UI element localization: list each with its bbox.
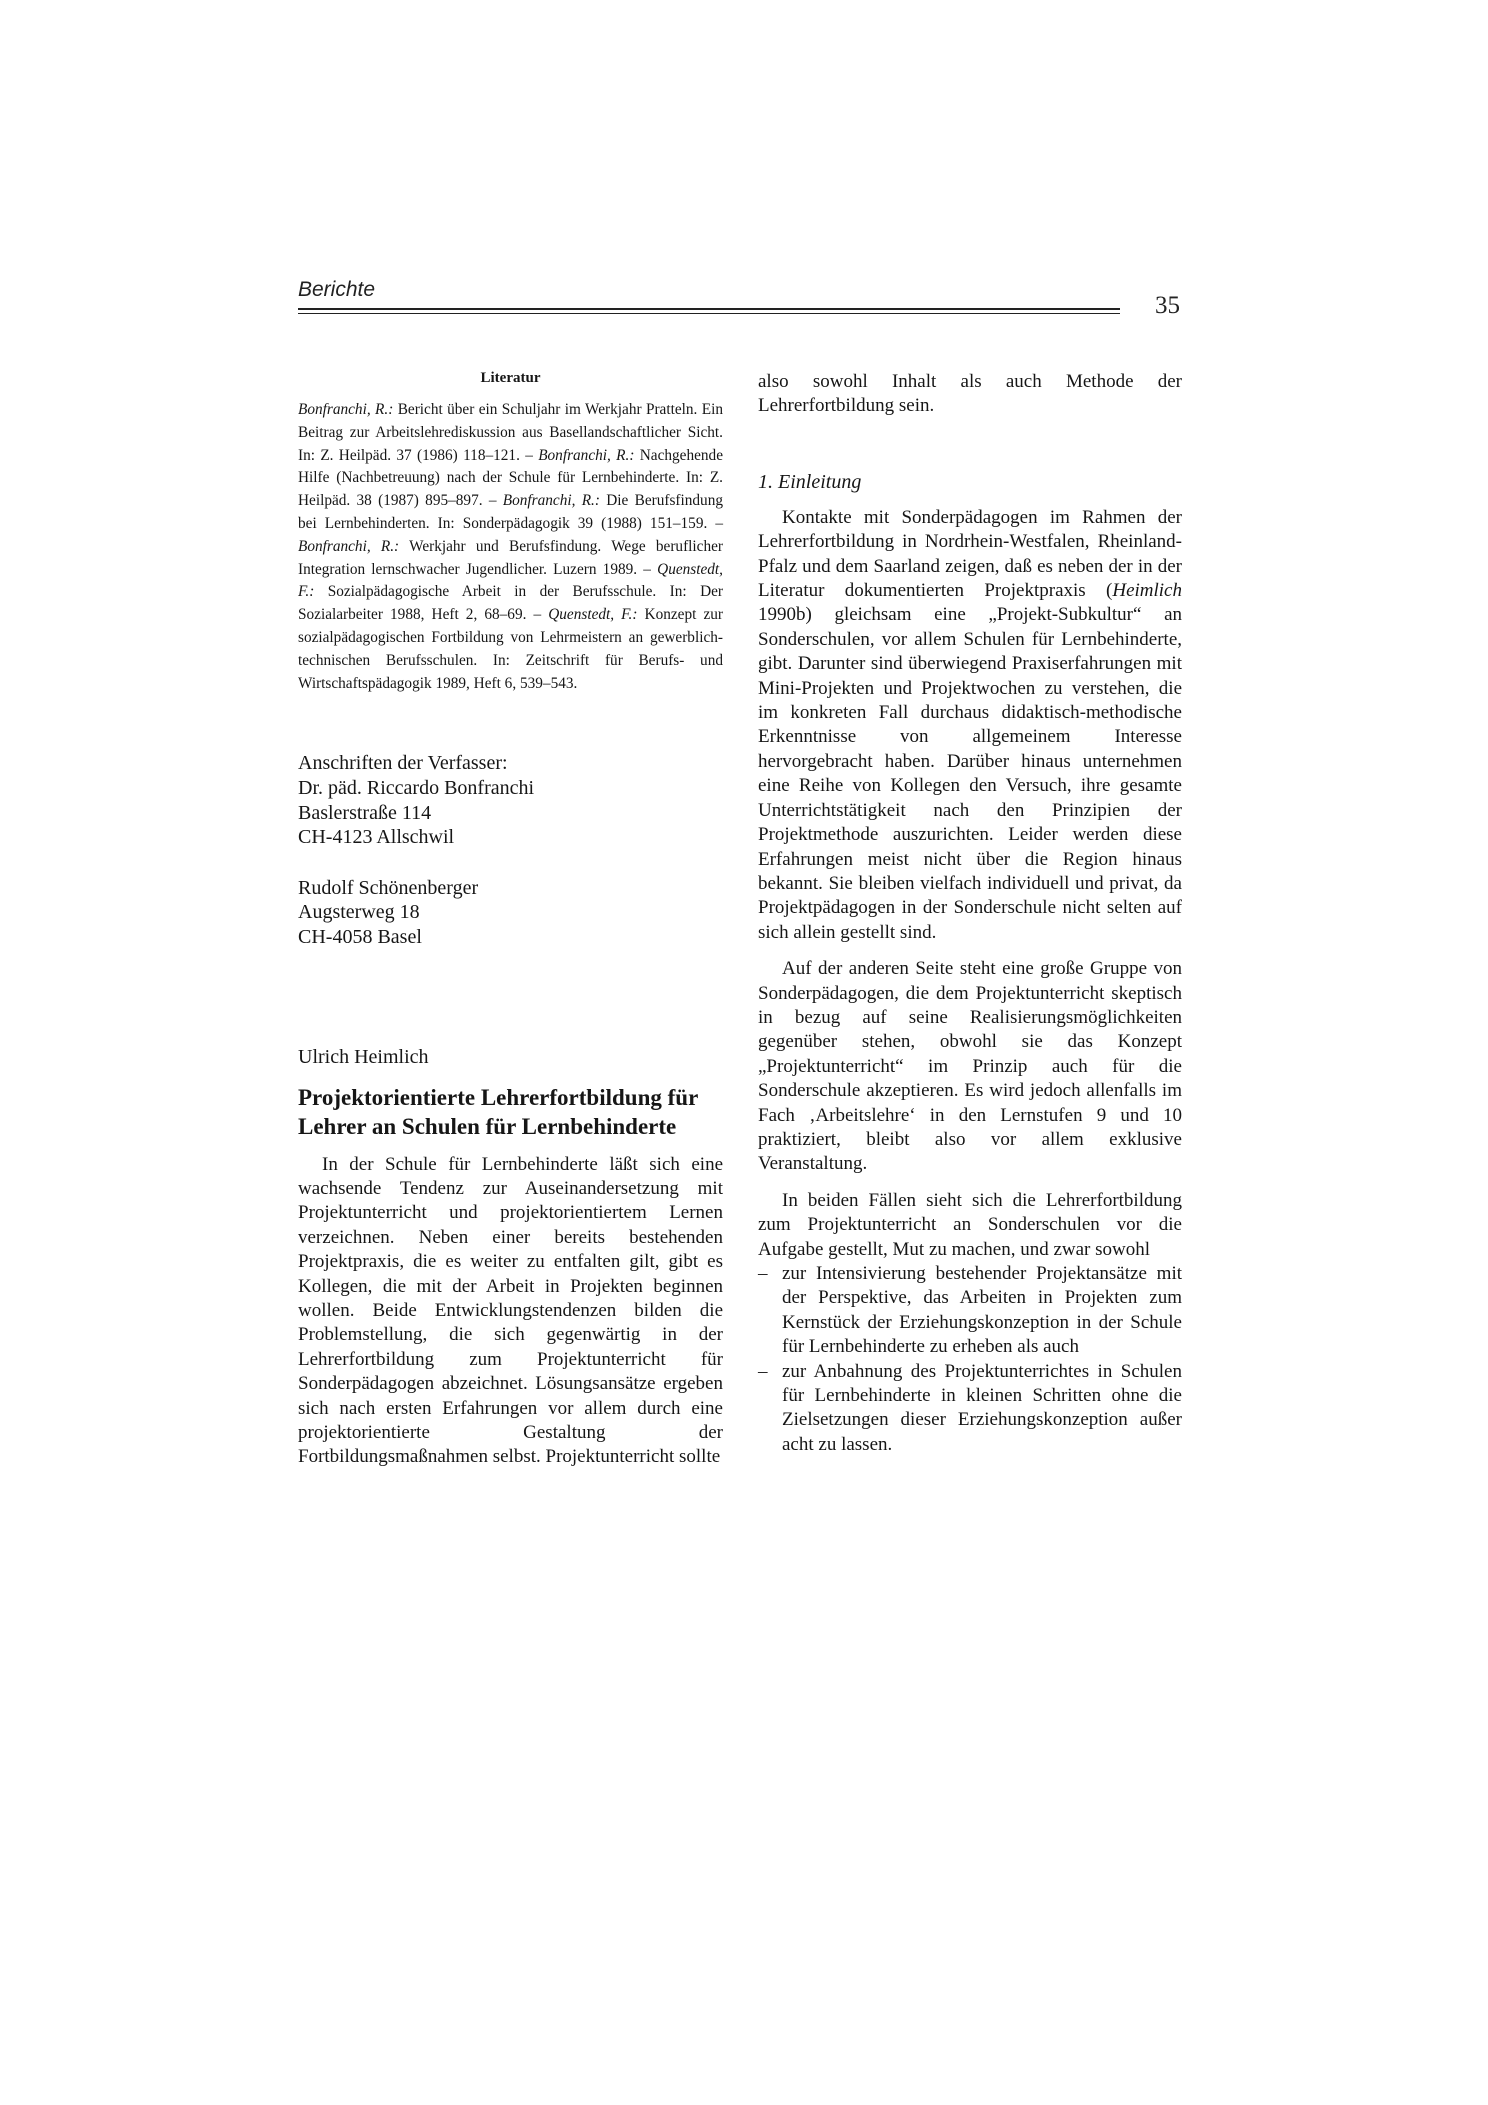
literature-list <box>298 399 723 695</box>
ref-text: Die Berufsfindung bei Lernbehinderten. In: Sonderpädagogik 39 (1988) 151–159. – <box>298 492 723 532</box>
ref-author: Quenstedt, F.: <box>548 606 638 624</box>
page-number: 35 <box>1155 292 1180 319</box>
paragraph-3: In beiden Fällen sieht sich die Lehrerfortbildung zum Projektunterricht an Sonderschulen vor die Aufgabe gestellt, Mut zu machen, und zwar sowohl <box>758 1189 1182 1260</box>
list-item <box>758 1360 1182 1458</box>
paragraph-1 <box>758 506 1182 945</box>
list-item <box>758 1262 1182 1360</box>
ref-text: Sozialpädagogische Arbeit in der Berufsschule. In: Der Sozialarbeiter 1988, Heft 2, 68–69. – <box>298 583 723 624</box>
paragraph-2: Auf der anderen Seite steht eine große Gruppe von Sonderpädagogen, die dem Projektunterricht skeptisch in bezug auf seine Realisierungsmöglichkeiten gegenüber stehen, obwohl sie das Konzept „Projektunterricht“ im Prinzip auch für die Sonderschule akzeptieren. Es wird jedoch allenfalls im Fach ‚Arbeitslehre‘ in den Lernstufen 9 und 10 praktiziert, bleibt also vor allem exklusive Veranstaltung. <box>758 958 1182 1175</box>
paragraph-1-text-end: 1990b) gleichsam eine „Projekt-Subkultur“ an Sonderschulen, vor allem Schulen für Lernbehinderte, gibt. Darunter sind überwiegend Praxiserfahrungen mit Mini-Projekten und Projektwochen zu verstehen, die im konkreten Fall durchaus didaktisch-methodische Erkenntnisse von allgemeinem Interesse hervorgebracht haben. Darüber hinaus unternehmen eine Reihe von Kollegen den Versuch, ihre gesamte Unterrichtstätigkeit nach den Prinzipien der Projektmethode auszurichten. Leider werden diese Erfahrungen meist nicht über die Region hinaus bekannt. Sie bleiben vielfach individuell und privat, da Projektpädagogen in der Sonderschule nicht selten auf sich allein gestellt sind. <box>758 604 1182 943</box>
address-block-2 <box>298 876 723 950</box>
ref-text: Nachgehende Hilfe (Nachbetreuung) nach der Schule für Lernbehinderte. In: Z. Heilpäd. 38 (1987) 895–897. – <box>298 446 723 510</box>
ref-text: Konzept zur sozialpädagogischen Fortbildung von Lehrmeistern an gewerblich-technischen Berufsschulen. In: Zeitschrift für Berufs- und Wirtschaftspädagogik 1989, Heft 6, 539–543. <box>298 606 723 692</box>
section-heading: 1. Einleitung <box>758 470 862 493</box>
article-author: Ulrich Heimlich <box>298 1045 429 1068</box>
list-item-text: zur Intensivierung bestehender Projektansätze mit der Perspektive, das Arbeiten in Projekten zum Kernstück der Erziehungskonzeption in der Schule für Lernbehinderte zu erheben als auch <box>782 1263 1182 1358</box>
address-line: CH-4058 Basel <box>298 925 422 948</box>
address-line: Augsterweg 18 <box>298 901 420 924</box>
ref-author: Bonfranchi, R.: <box>538 446 635 464</box>
right-column <box>758 370 1182 1457</box>
ref-author: Quenstedt, F.: <box>298 560 723 601</box>
header-rule <box>298 308 1120 310</box>
citation-author: Heimlich <box>1112 580 1182 602</box>
left-column <box>298 370 723 1470</box>
article-title: Projektorientierte Lehrerfortbildung für Lehrer an Schulen für Lernbehinderte <box>298 1084 698 1139</box>
address-line: Dr. päd. Riccardo Bonfranchi <box>298 776 535 799</box>
address-line: CH-4123 Allschwil <box>298 826 455 849</box>
list-dash: – <box>758 1360 768 1382</box>
address-label: Anschriften der Verfasser: <box>298 752 508 775</box>
list-item-text: zur Anbahnung des Projektunterrichtes in Schulen für Lernbehinderte in kleinen Schritten ohne die Zielsetzungen dieser Erziehungskonzeption außer acht zu lassen. <box>782 1360 1182 1455</box>
list-dash: – <box>758 1263 768 1284</box>
ref-text: Werkjahr und Berufsfindung. Wege beruflicher Integration lernschwacher Jugendlicher. Luzern 1989. – <box>298 537 723 578</box>
address-block-1 <box>298 751 723 849</box>
address-line: Baslerstraße 114 <box>298 801 432 824</box>
running-header <box>298 278 1180 318</box>
ref-text: Bericht über ein Schuljahr im Werkjahr Pratteln. Ein Beitrag zur Arbeitslehrediskussion aus Basellandschaftlicher Sicht. In: Z. Heilpäd. 37 (1986) 118–121. – <box>298 401 723 464</box>
ref-author: Bonfranchi, R.: <box>502 492 600 510</box>
literature-heading: Literatur <box>480 370 541 386</box>
address-line: Rudolf Schönenberger <box>298 876 479 899</box>
goal-list <box>758 1262 1182 1457</box>
article-intro: In der Schule für Lernbehinderte läßt sich eine wachsende Tendenz zur Auseinandersetzung mit Projektunterricht und projektorientiertem Lernen verzeichnen. Neben einer bereits bestehenden Projektpraxis, die es weiter zu entfalten gilt, gibt es Kollegen, die mit der Arbeit in Projekten beginnen wollen. Beide Entwicklungstendenzen bilden die Problemstellung, die sich gegenwärtig in der Lehrerfortbildung zum Projektunterricht für Sonderpädagogen abzeichnet. Lösungsansätze ergeben sich nach ersten Erfahrungen vor allem durch eine projektorientierte Gestaltung der Fortbildungsmaßnahmen selbst. Projektunterricht sollte <box>298 1153 723 1468</box>
section-title: Berichte <box>298 278 376 301</box>
paragraph-1-text: Kontakte mit Sonderpädagogen im Rahmen der Lehrerfortbildung in Nordrhein-Westfalen, Rheinland-Pfalz und dem Saarland zeigen, daß es neben der in der Literatur dokumentierten Projektpraxis ( <box>758 506 1182 602</box>
ref-author: Bonfranchi, R.: <box>298 401 394 418</box>
article-intro-continued: also sowohl Inhalt als auch Methode der Lehrerfortbildung sein. <box>758 371 1182 417</box>
ref-author: Bonfranchi, R.: <box>298 537 400 555</box>
header-rule-thin <box>298 313 1120 314</box>
